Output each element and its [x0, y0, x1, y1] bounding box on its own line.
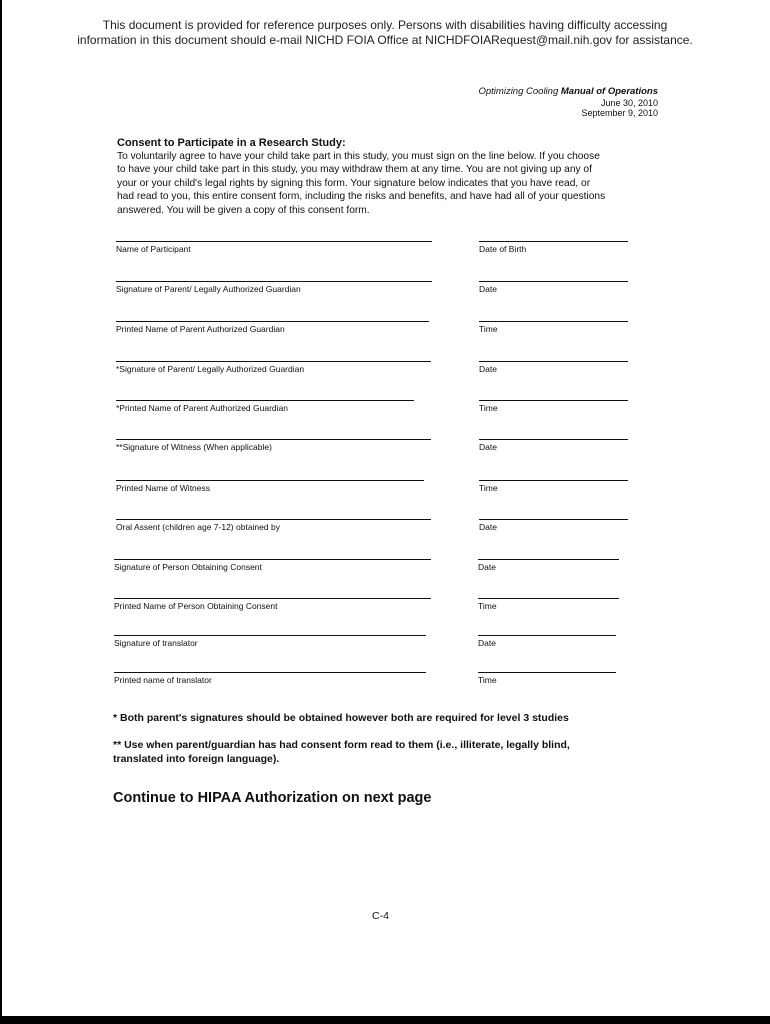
page-number: C-4 — [372, 910, 389, 922]
date-field-label: Date — [479, 284, 497, 294]
consent-obtainer-signature-line[interactable] — [114, 559, 431, 560]
signature-row — [0, 439, 770, 453]
date-field-label: Date — [478, 638, 496, 648]
manual-title-italic: Optimizing Cooling — [478, 86, 559, 97]
date-line[interactable] — [478, 635, 616, 636]
footnote-witness-usage: ** Use when parent/guardian has had consent form read to them (i.e., illiterate, legally blind, translated into foreign language). — [113, 739, 570, 765]
signature-row — [0, 519, 770, 533]
signature-row — [0, 559, 770, 573]
signature-field-label: **Signature of Witness (When applicable) — [116, 442, 272, 452]
consent-body-line: To voluntarily agree to have your child take part in this study, you must sign on the line below. If you choose — [117, 151, 600, 162]
signature-field-label: Printed Name of Parent Authorized Guardian — [116, 324, 285, 334]
parent-printed-name-line[interactable] — [116, 321, 429, 322]
scan-bottom-edge — [0, 1016, 770, 1024]
time-line[interactable] — [478, 598, 619, 599]
signature-field-label: Signature of translator — [114, 638, 198, 648]
footnote-parent-signatures: * Both parent's signatures should be obtained however both are required for level 3 studies — [113, 712, 569, 724]
date-line[interactable] — [479, 281, 628, 282]
translator-printed-name-line[interactable] — [114, 672, 426, 673]
notice-line-2: information in this document should e-mail NICHD FOIA Office at NICHDFOIARequest@mail.nih.gov for assistance. — [77, 33, 693, 47]
second-parent-signature-line[interactable] — [116, 361, 431, 362]
revision-date-1: June 30, 2010 — [600, 97, 658, 108]
name-of-participant-line[interactable] — [116, 241, 432, 242]
signature-row — [0, 321, 770, 335]
date-line[interactable] — [479, 519, 628, 520]
signature-row — [0, 400, 770, 414]
time-field-label: Time — [478, 601, 497, 611]
time-line[interactable] — [479, 400, 628, 401]
date-field-label: Date — [479, 522, 497, 532]
consent-body-line: to have your child take part in this study, you may withdraw them at any time. You are not giving up any of — [117, 164, 592, 176]
signature-row — [0, 672, 770, 686]
revision-date-2: September 9, 2010 — [581, 108, 658, 118]
date-line[interactable] — [478, 559, 619, 560]
manual-title-rest: Manual of Operations — [560, 86, 658, 97]
time-field-label: Time — [479, 403, 498, 413]
signature-field-label: Oral Assent (children age 7-12) obtained by — [116, 522, 280, 532]
signature-field-label: Printed Name of Person Obtaining Consent — [114, 601, 278, 611]
signature-row — [0, 281, 770, 295]
signature-row — [0, 635, 770, 649]
manual-title — [479, 87, 659, 98]
page-left-edge — [0, 0, 2, 1024]
oral-assent-line[interactable] — [116, 519, 431, 520]
time-field-label: Time — [479, 483, 498, 493]
consent-body-line: had read to you, this entire consent form, including the risks and benefits, and have had all of your questions — [117, 191, 606, 203]
signature-field-label: Signature of Person Obtaining Consent — [114, 562, 262, 572]
signature-field-label: Name of Participant — [116, 244, 191, 254]
continue-instruction: Continue to HIPAA Authorization on next page — [113, 790, 432, 806]
signature-row — [0, 361, 770, 375]
date-field-label: Date — [479, 442, 497, 452]
document-header — [479, 87, 659, 119]
consent-title: Consent to Participate in a Research Study: — [117, 137, 346, 149]
second-parent-printed-name-line[interactable] — [116, 400, 414, 401]
signature-field-label: Printed name of translator — [114, 675, 212, 685]
witness-signature-line[interactable] — [116, 439, 431, 440]
date-field-label: Date of Birth — [479, 244, 527, 254]
date-of-birth-line[interactable] — [479, 241, 628, 242]
signature-row — [0, 241, 770, 255]
date-field-label: Date — [478, 562, 496, 572]
signature-field-label: *Signature of Parent/ Legally Authorized Guardian — [116, 364, 305, 374]
time-field-label: Time — [478, 675, 497, 685]
accessibility-notice — [40, 18, 730, 48]
consent-body-line: your or your child's legal rights by signing this form. Your signature below indicates that you have read, or — [117, 177, 591, 189]
signature-row — [0, 598, 770, 612]
time-line[interactable] — [479, 321, 628, 322]
consent-body — [117, 150, 657, 217]
translator-signature-line[interactable] — [114, 635, 426, 636]
parent-signature-line[interactable] — [116, 281, 432, 282]
signature-row — [0, 480, 770, 494]
signature-field-label: *Printed Name of Parent Authorized Guardian — [116, 403, 288, 413]
signature-field-label: Signature of Parent/ Legally Authorized Guardian — [116, 284, 301, 294]
consent-obtainer-printed-name-line[interactable] — [114, 598, 431, 599]
consent-body-line: answered. You will be given a copy of this consent form. — [117, 204, 370, 216]
notice-line-1: This document is provided for reference purposes only. Persons with disabilities having difficulty accessing — [102, 18, 668, 32]
date-line[interactable] — [479, 361, 628, 362]
date-line[interactable] — [479, 439, 628, 440]
signature-field-label: Printed Name of Witness — [116, 483, 211, 493]
date-field-label: Date — [479, 364, 497, 374]
witness-printed-name-line[interactable] — [116, 480, 424, 481]
time-line[interactable] — [479, 480, 628, 481]
time-field-label: Time — [479, 324, 498, 334]
time-line[interactable] — [478, 672, 616, 673]
